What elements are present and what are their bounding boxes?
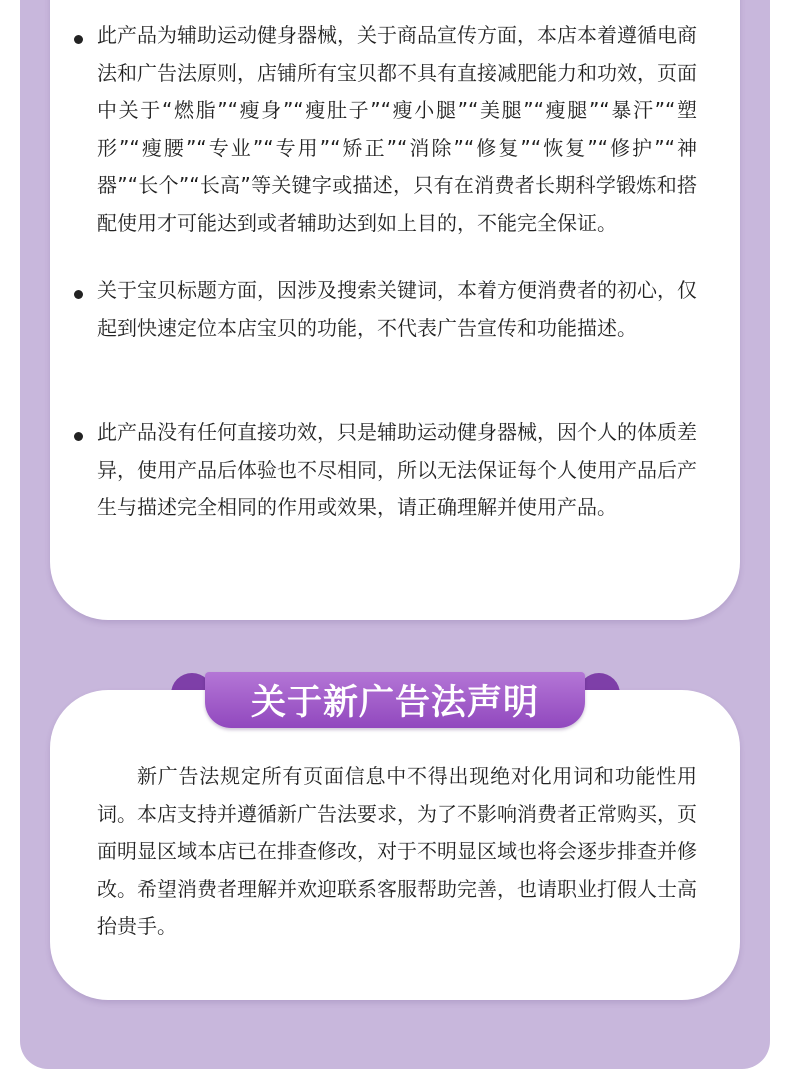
ad-law-card [50,690,740,1000]
bullet-dot-icon [74,432,83,441]
ad-law-paragraph: 新广告法规定所有页面信息中不得出现绝对化用词和功能性用词。本店支持并遵循新广告法要求，为了不影响消费者正常购买，页面明显区域本店已在排查修改，对于不明显区域也将会逐步排查并修改。希望消费者理解并欢迎联系客服帮助完善，也请职业打假人士高抬贵手。 [97,764,697,938]
section-title-banner [205,672,585,728]
disclaimer-card [50,0,740,620]
bullet-dot-icon [74,35,83,44]
section-title: 关于新广告法声明 [250,683,539,723]
disclaimer-text: 关于宝贝标题方面，因涉及搜索关键词，本着方便消费者的初心，仅起到快速定位本店宝贝的功能，不代表广告宣传和功能描述。 [97,278,697,340]
bullet-dot-icon [74,290,83,299]
disclaimer-text: 此产品为辅助运动健身器械，关于商品宣传方面，本店本着遵循电商法和广告法原则，店铺所有宝贝都不具有直接减肥能力和功效，页面中关于“燃脂”“瘦身”“瘦肚子”“瘦小腿”“美腿”“瘦腿”“暴汗”“塑形”“瘦腰”“专业”“专用”“矫正”“消除”“修复”“恢复”“修护”“神器”“长个”“长高”等关键字或描述，只有在消费者长期科学锻炼和搭配使用才可能达到或者辅助达到如上目的，不能完全保证。 [97,23,697,235]
disclaimer-text: 此产品没有任何直接功效，只是辅助运动健身器械，因个人的体质差异，使用产品后体验也不尽相同，所以无法保证每个人使用产品后产生与描述完全相同的作用或效果，请正确理解并使用产品。 [97,420,697,519]
